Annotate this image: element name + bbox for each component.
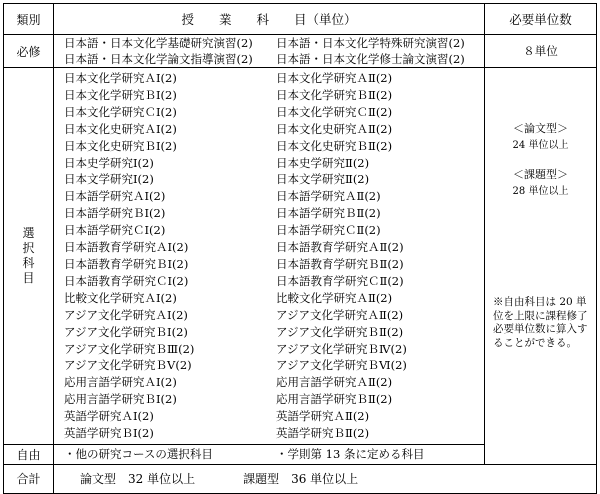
elective-subject: 日本語学研究ＡⅡ(2) (276, 189, 381, 204)
total-category: 合計 (4, 464, 54, 493)
elective-subject: 日本語教育学研究ＡⅠ(2) (64, 240, 189, 255)
elective-category-char: 選 (22, 225, 35, 240)
course-requirements-table (3, 3, 597, 494)
required-subject: 日本語・日本文化学修士論文演習(2) (276, 52, 465, 66)
elective-subject: 応用言語学研究ＢⅠ(2) (64, 392, 177, 407)
header-category: 類別 (4, 4, 54, 35)
elective-subject: 日本文学研究Ⅱ(2) (276, 172, 370, 187)
elective-subject: 日本文化学研究ＢⅡ(2) (276, 87, 393, 102)
elective-subject: 日本語教育学研究ＢⅡ(2) (276, 256, 404, 271)
elective-units-cell (485, 68, 597, 465)
thesis-type-units: 24 単位以上 (512, 140, 569, 151)
elective-subject: アジア文化学研究ＢⅣ(2) (276, 341, 407, 356)
elective-subject: アジア文化学研究ＢⅥ(2) (276, 358, 407, 373)
elective-subject: 日本語学研究ＣⅡ(2) (276, 223, 381, 238)
required-subject: 日本語・日本文化学特殊研究演習(2) (276, 36, 465, 50)
required-left-column (64, 35, 276, 67)
total-units-text: 論文型 32 単位以上 課題型 36 単位以上 (80, 472, 359, 487)
elective-subject: アジア文化学研究ＢⅢ(2) (64, 341, 195, 356)
thesis-type-label: ＜論文型＞ (513, 122, 568, 135)
elective-category-char: 科 (22, 255, 35, 270)
free-subjects (54, 444, 485, 464)
elective-subject: 英語学研究ＡⅠ(2) (64, 409, 154, 424)
elective-subject: 日本語教育学研究ＣⅡ(2) (276, 273, 404, 288)
elective-left-column (64, 70, 276, 442)
elective-category-char: 目 (22, 270, 35, 285)
elective-subject: 日本文化学研究ＣⅡ(2) (276, 104, 393, 119)
free-category: 自由 (4, 444, 54, 464)
elective-subject: 応用言語学研究ＡⅡ(2) (276, 375, 393, 390)
elective-subject: 英語学研究ＢⅠ(2) (64, 426, 154, 441)
elective-subject: 日本文化学研究ＣⅠ(2) (64, 104, 177, 119)
free-right-item: ・学則第 13 条に定める科目 (276, 447, 425, 462)
elective-subject: 応用言語学研究ＡⅠ(2) (64, 375, 177, 390)
elective-subject: 日本語教育学研究ＡⅡ(2) (276, 240, 404, 255)
project-type-units: 28 単位以上 (512, 186, 569, 197)
required-subjects (54, 35, 485, 68)
elective-subject: アジア文化学研究ＡⅡ(2) (276, 307, 404, 322)
elective-subject: 日本文化史研究ＡⅠ(2) (64, 121, 177, 136)
elective-category-vertical (22, 226, 34, 286)
elective-subject: 日本文化学研究ＢⅠ(2) (64, 87, 177, 102)
header-required-units: 必要単位数 (485, 4, 597, 35)
elective-subject: 日本文化史研究ＢⅡ(2) (276, 138, 393, 153)
elective-subject: 日本文化学研究ＡⅠ(2) (64, 71, 177, 85)
elective-subject: 日本史学研究Ⅱ(2) (276, 155, 370, 170)
header-row (4, 4, 597, 35)
elective-subject: 日本語学研究ＢⅠ(2) (64, 206, 166, 221)
free-subject-note: ※自由科目は 20 単位を上限に課程修了必要単位数に算入することができる。 (493, 296, 588, 349)
elective-subject: 日本文学研究Ⅰ(2) (64, 172, 154, 187)
required-right-column (276, 35, 465, 67)
elective-subject: 英語学研究ＡⅡ(2) (276, 409, 370, 424)
elective-subject: 比較文化学研究ＡⅠ(2) (64, 290, 177, 305)
total-units (54, 464, 597, 493)
total-row (4, 464, 597, 493)
elective-subject: 比較文化学研究ＡⅡ(2) (276, 290, 393, 305)
elective-subject: 日本語学研究ＢⅡ(2) (276, 206, 381, 221)
free-left-item: ・他の研究コースの選択科目 (64, 447, 213, 462)
elective-subject: 日本語教育学研究ＣⅠ(2) (64, 273, 189, 288)
required-subject: 日本語・日本文化学基礎研究演習(2) (64, 36, 253, 50)
elective-subject: アジア文化学研究ＡⅠ(2) (64, 307, 188, 322)
elective-subject: 日本史学研究Ⅰ(2) (64, 155, 154, 170)
header-subjects: 授 業 科 目（単位） (54, 4, 485, 35)
elective-row (4, 68, 597, 445)
elective-subject: 日本文化学研究ＡⅡ(2) (276, 71, 393, 85)
elective-subject: 日本語学研究ＣⅠ(2) (64, 223, 166, 238)
project-type-label: ＜課題型＞ (513, 168, 568, 181)
required-subject: 日本語・日本文化学論文指導演習(2) (64, 52, 253, 66)
elective-subject: 応用言語学研究ＢⅡ(2) (276, 392, 393, 407)
elective-subject: アジア文化学研究ＢⅡ(2) (276, 324, 404, 339)
elective-subject: アジア文化学研究ＢⅤ(2) (64, 358, 192, 373)
elective-subject: 英語学研究ＢⅡ(2) (276, 426, 370, 441)
required-category: 必修 (4, 35, 54, 68)
elective-subject: 日本語学研究ＡⅠ(2) (64, 189, 166, 204)
elective-category-char: 択 (22, 240, 35, 255)
elective-subject: 日本文化史研究ＡⅡ(2) (276, 121, 393, 136)
required-row (4, 35, 597, 68)
elective-subjects (54, 68, 485, 445)
elective-category (4, 68, 54, 445)
elective-right-column (276, 70, 407, 442)
required-units: ８単位 (485, 35, 597, 68)
elective-subject: 日本語教育学研究ＢⅠ(2) (64, 256, 189, 271)
elective-subject: アジア文化学研究ＢⅠ(2) (64, 324, 188, 339)
elective-subject: 日本文化史研究ＢⅠ(2) (64, 138, 177, 153)
